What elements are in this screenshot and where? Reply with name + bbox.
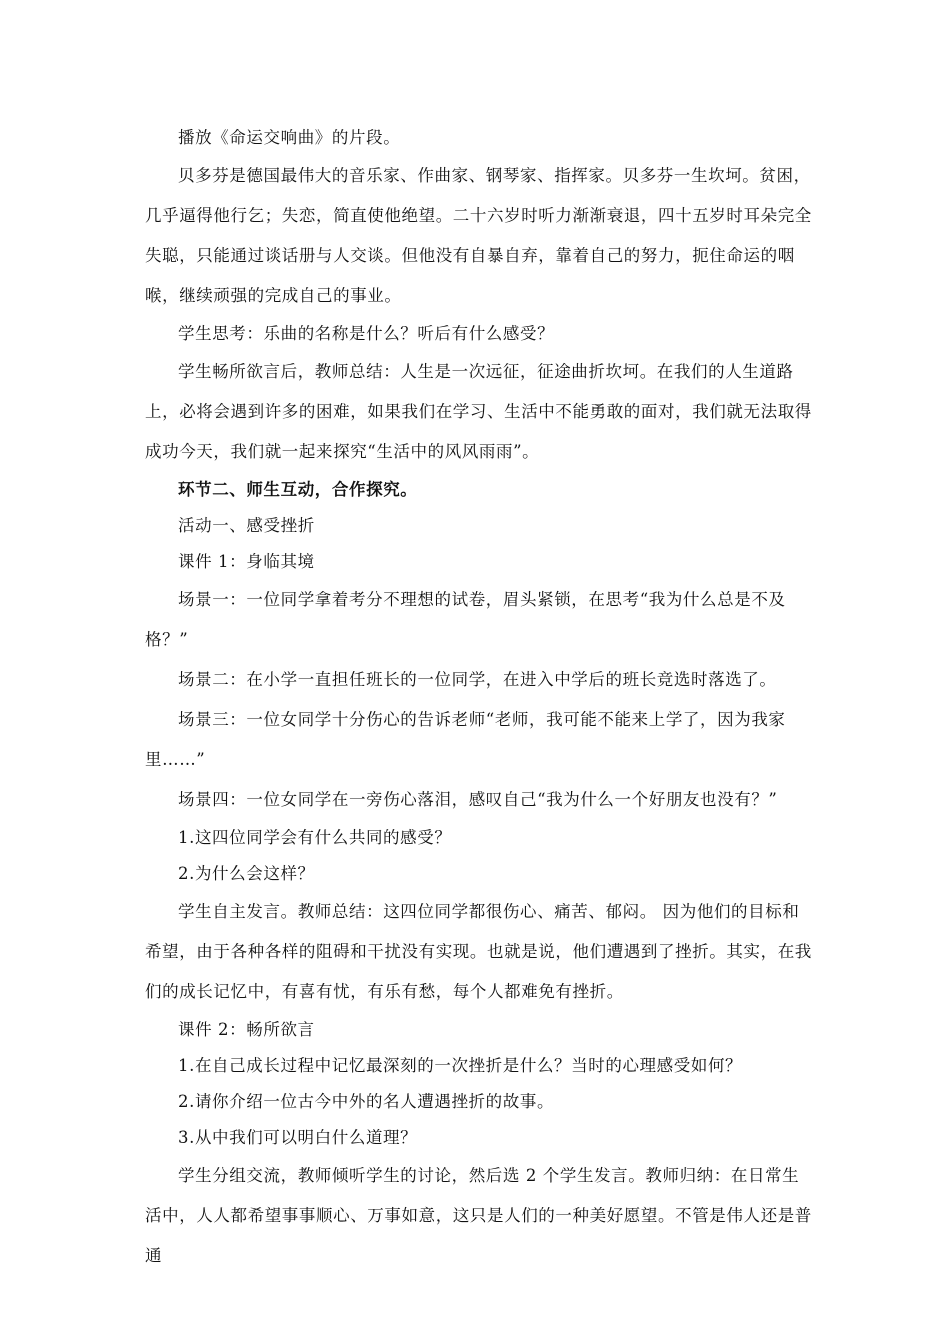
document-body xyxy=(145,120,815,1276)
paragraph-group-discussion: 学生分组交流，教师倾听学生的讨论，然后选 2 个学生发言。教师归纳：在日常生活中，人人都希望事事顺心、万事如意，这只是人们的一种美好愿望。不管是伟人还是普通 xyxy=(145,1166,812,1265)
paragraph-teacher-summary: 学生畅所欲言后，教师总结：人生是一次远征，征途曲折坎坷。在我们的人生道路上，必将会遇到许多的困难，如果我们在学习、生活中不能勇敢的面对，我们就无法取得成功今天，我们就一起来探究“生活中的风风雨雨”。 xyxy=(145,362,812,461)
paragraph-courseware-two: 课件 2：畅所欲言 xyxy=(178,1020,315,1039)
paragraph-play-symphony: 播放《命运交响曲》的片段。 xyxy=(178,128,401,147)
paragraph-student-thinking: 学生思考：乐曲的名称是什么？听后有什么感受？ xyxy=(178,324,555,343)
paragraph-question-one: 1.这四位同学会有什么共同的感受？ xyxy=(178,828,452,847)
paragraph-scene-three: 场景三：一位女同学十分伤心的告诉老师“老师，我可能不能来上学了，因为我家里……” xyxy=(145,710,786,769)
paragraph-activity-one: 活动一、感受挫折 xyxy=(178,516,315,535)
paragraph-scene-one: 场景一：一位同学拿着考分不理想的试卷，眉头紧锁，在思考“我为什么总是不及格？” xyxy=(145,590,786,649)
paragraph-teacher-conclusion: 学生自主发言。教师总结：这四位同学都很伤心、痛苦、郁闷。 因为他们的目标和希望，由于各种各样的阻碍和干扰没有实现。也就是说，他们遭遇到了挫折。其实，在我们的成长记忆中，有喜有忧，有乐有愁，每个人都难免有挫折。 xyxy=(145,902,812,1001)
paragraph-question-two: 2.为什么会这样？ xyxy=(178,864,315,883)
paragraph-courseware-one: 课件 1：身临其境 xyxy=(178,552,315,571)
paragraph-scene-four: 场景四：一位女同学在一旁伤心落泪，感叹自己“我为什么一个好朋友也没有？” xyxy=(178,790,778,809)
paragraph-task-two: 2.请你介绍一位古今中外的名人遭遇挫折的故事。 xyxy=(178,1092,555,1111)
paragraph-scene-two: 场景二：在小学一直担任班长的一位同学，在进入中学后的班长竞选时落选了。 xyxy=(178,670,777,689)
paragraph-task-three: 3.从中我们可以明白什么道理？ xyxy=(178,1128,418,1147)
paragraph-beethoven-bio: 贝多芬是德国最伟大的音乐家、作曲家、钢琴家、指挥家。贝多芬一生坎坷。贫困，几乎逼得他行乞；失恋，简直使他绝望。二十六岁时听力渐渐衰退，四十五岁时耳朵完全失聪，只能通过谈话册与人交谈。但他没有自暴自弃，靠着自己的努力，扼住命运的咽喉，继续顽强的完成自己的事业。 xyxy=(145,166,812,305)
section-heading-step-two: 环节二、师生互动，合作探究。 xyxy=(178,480,418,499)
paragraph-task-one: 1.在自己成长过程中记忆最深刻的一次挫折是什么？当时的心理感受如何？ xyxy=(178,1056,743,1075)
